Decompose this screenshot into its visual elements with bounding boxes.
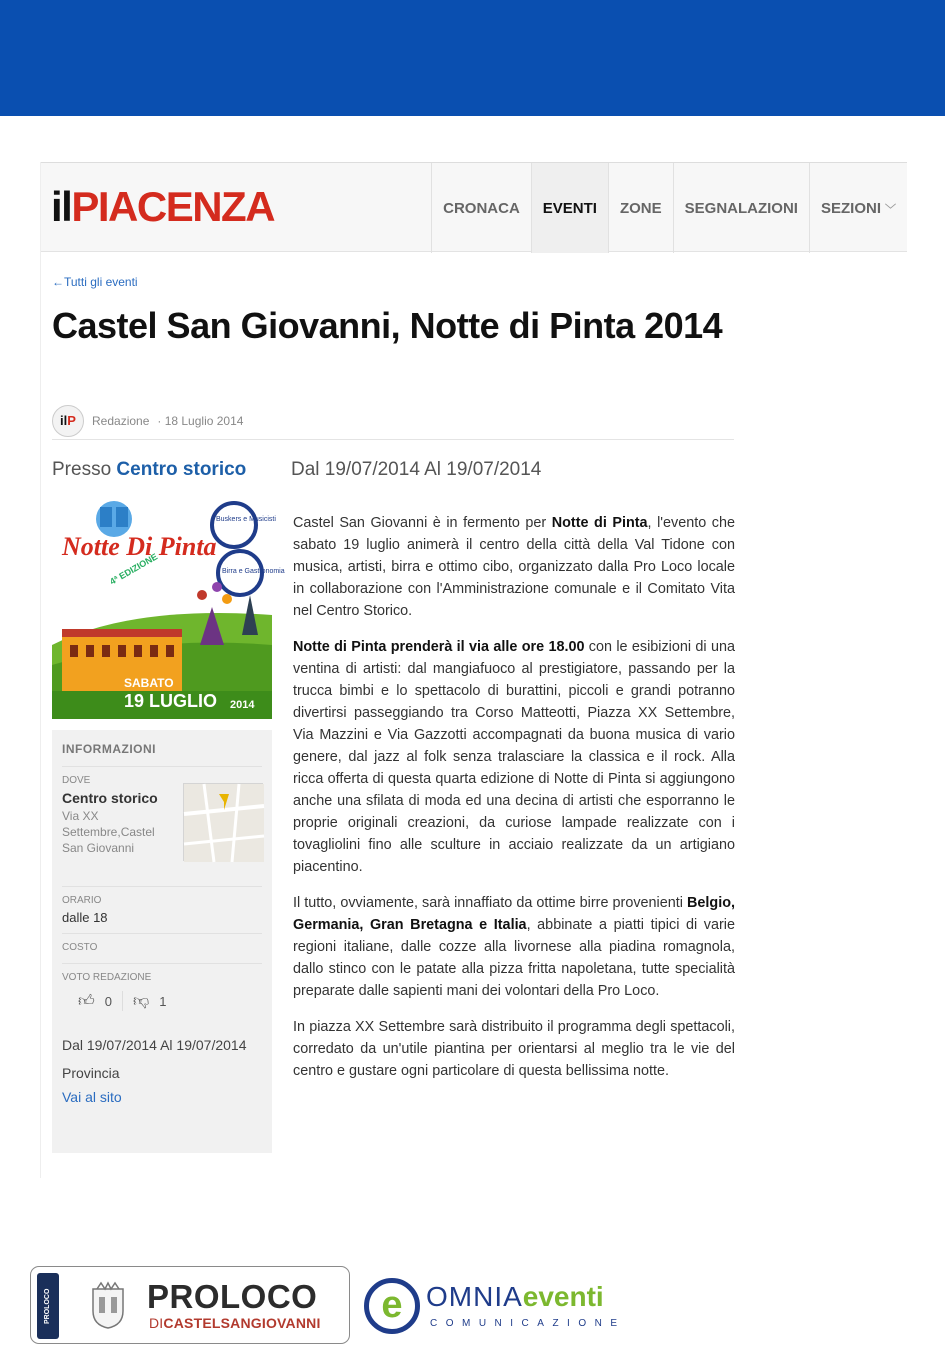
bold-phrase: Belgio, Germania, Gran Bretagna e Italia: [293, 895, 735, 933]
site-logo[interactable]: ilPIACENZA: [51, 183, 275, 230]
omnia-subtitle: COMUNICAZIONE: [430, 1318, 626, 1329]
vote-controls: [62, 991, 262, 1011]
poster-edition: 4ª EDIZIONE: [108, 551, 160, 587]
poster-day: SABATO: [124, 676, 174, 690]
poster-illustration: [52, 495, 285, 719]
event-poster: [52, 495, 285, 719]
article-title: Castel San Giovanni, Notte di Pinta 2014: [52, 305, 723, 346]
info-orario: ORARIO dalle 18: [62, 887, 262, 934]
info-heading: INFORMAZIONI: [62, 730, 262, 767]
poster-year: 2014: [230, 699, 255, 711]
map-graphic: [184, 784, 264, 862]
poster-badge-buskers: Buskers e Musicisti: [216, 516, 276, 523]
location-link[interactable]: Centro storico: [116, 459, 247, 480]
dislikes-count: 1: [159, 993, 167, 1009]
event-location: Presso Centro storico: [52, 459, 247, 480]
info-date-range: Dal 19/07/2014 Al 19/07/2014: [62, 1037, 247, 1053]
proloco-badge: PROLOCO: [37, 1273, 59, 1339]
newspaper-clipping: [40, 162, 906, 1178]
venue-address: Via XX Settembre,Castel San Giovanni: [62, 809, 155, 855]
info-costo: COSTO: [62, 934, 262, 964]
poster-badge-birra: Birra e Gastronomia: [222, 568, 285, 575]
bold-phrase: Notte di Pinta: [551, 515, 648, 531]
top-color-band: [0, 0, 945, 116]
author-name[interactable]: Redazione: [92, 413, 150, 428]
poster-date: 19 LUGLIO: [124, 691, 218, 711]
website-link[interactable]: Vai al sito: [62, 1089, 122, 1105]
likes-count: 0: [104, 993, 112, 1009]
nav-zone[interactable]: ZONE: [608, 163, 673, 253]
info-footer: [62, 1033, 262, 1109]
author-avatar: il P: [52, 405, 84, 437]
byline: [52, 402, 734, 440]
orario-value: dalle 18: [62, 910, 108, 925]
article-paragraph: Il tutto, ovviamente, sarà innaffiato da ottime birre provenienti Belgio, Germania, Gran Bretagna e Italia, abbinate a piatti tipici di varie regioni italiane, dalle cozze alla livornese alla piadina romagnola, dallo stinco con le patate alla pizza fritta napoletana, tutte specialità preparate dalle sapienti mani dei volontari della Pro Loco.: [293, 895, 735, 999]
proloco-logo: [30, 1266, 350, 1344]
proloco-town: DICASTELSANGIOVANNI: [149, 1315, 321, 1331]
nav-sezioni[interactable]: SEZIONI ﹀: [809, 163, 907, 253]
town-crest-icon: [91, 1281, 125, 1329]
info-voto: VOTO REDAZIONE 👍︎ 0 👎︎ 1: [62, 964, 262, 1019]
publish-date: · 18 Luglio 2014: [157, 413, 244, 428]
main-nav: [431, 163, 907, 253]
omnia-e-icon: e: [364, 1278, 420, 1334]
site-header: [41, 162, 907, 252]
proloco-name: PROLOCO: [147, 1278, 318, 1315]
nav-eventi[interactable]: EVENTI: [531, 163, 608, 253]
poster-title: Notte Di Pinta: [62, 532, 217, 561]
nav-cronaca[interactable]: CRONACA: [431, 163, 531, 253]
map-thumbnail[interactable]: [183, 783, 263, 861]
chevron-down-icon: ﹀: [885, 204, 896, 216]
article-body: [293, 512, 735, 1096]
bold-phrase: Notte di Pinta prenderà il via alle ore 18.00: [293, 639, 585, 655]
omnia-eventi-logo: e OMNIAeventi COMUNICAZIONE: [364, 1276, 624, 1340]
article-paragraph: In piazza XX Settembre sarà distribuito il programma degli spettacoli, corredato da un'utile piantina per orientarsi al meglio tra le vie del centro e gustare ogni particolare di questa bellissima notte.: [293, 1019, 735, 1079]
info-box: [52, 730, 272, 1153]
info-provincia: Provincia: [62, 1065, 120, 1081]
thumbs-down-icon[interactable]: 👎︎: [132, 992, 150, 1010]
thumbs-up-icon[interactable]: 👍︎: [78, 992, 95, 1010]
footer-logos: [30, 1266, 650, 1346]
back-to-events-link[interactable]: ←Tutti gli eventi: [52, 275, 138, 289]
venue-name[interactable]: Centro storico: [62, 790, 158, 806]
article-paragraph: Castel San Giovanni è in fermento per Notte di Pinta, l'evento che sabato 19 luglio animerà il centro della città della Val Tidone con musica, artisti, birra e ottimo cibo, organizzato dalla Pro Loco locale in collaborazione con l'Amministrazione comunale e il Comitato Vita nel Centro Storico.: [293, 515, 735, 619]
nav-segnalazioni[interactable]: SEGNALAZIONI: [673, 163, 809, 253]
article-paragraph: Notte di Pinta prenderà il via alle ore 18.00 con le esibizioni di una ventina di artisti: dal mangiafuoco al prestigiatore, passando per la trucca bimbi e lo spettacolo di burattini, piccoli e grandi potranno divertirsi passeggiando tra Corso Matteotti, Piazza XX Settembre, Via Mazzini e Via Gazzotti accompagnati da buona musica di vario genere, dal jazz al folk senza tralasciare la classica e il rock. Alla ricca offerta di questa quarta edizione di Notte di Pinta si aggiungono anche una sfilata di moda ed una decina di artisti che esporranno le proprie originali creazioni, da curiose lampade realizzate con i tovagliolini fino alle sculture in acciaio realizzate da un artigiano piacentino.: [293, 639, 735, 875]
event-date-range: Dal 19/07/2014 Al 19/07/2014: [291, 459, 542, 480]
info-dove: DOVE Centro storico Via XX Settembre,Castel San Giovanni: [62, 767, 262, 887]
